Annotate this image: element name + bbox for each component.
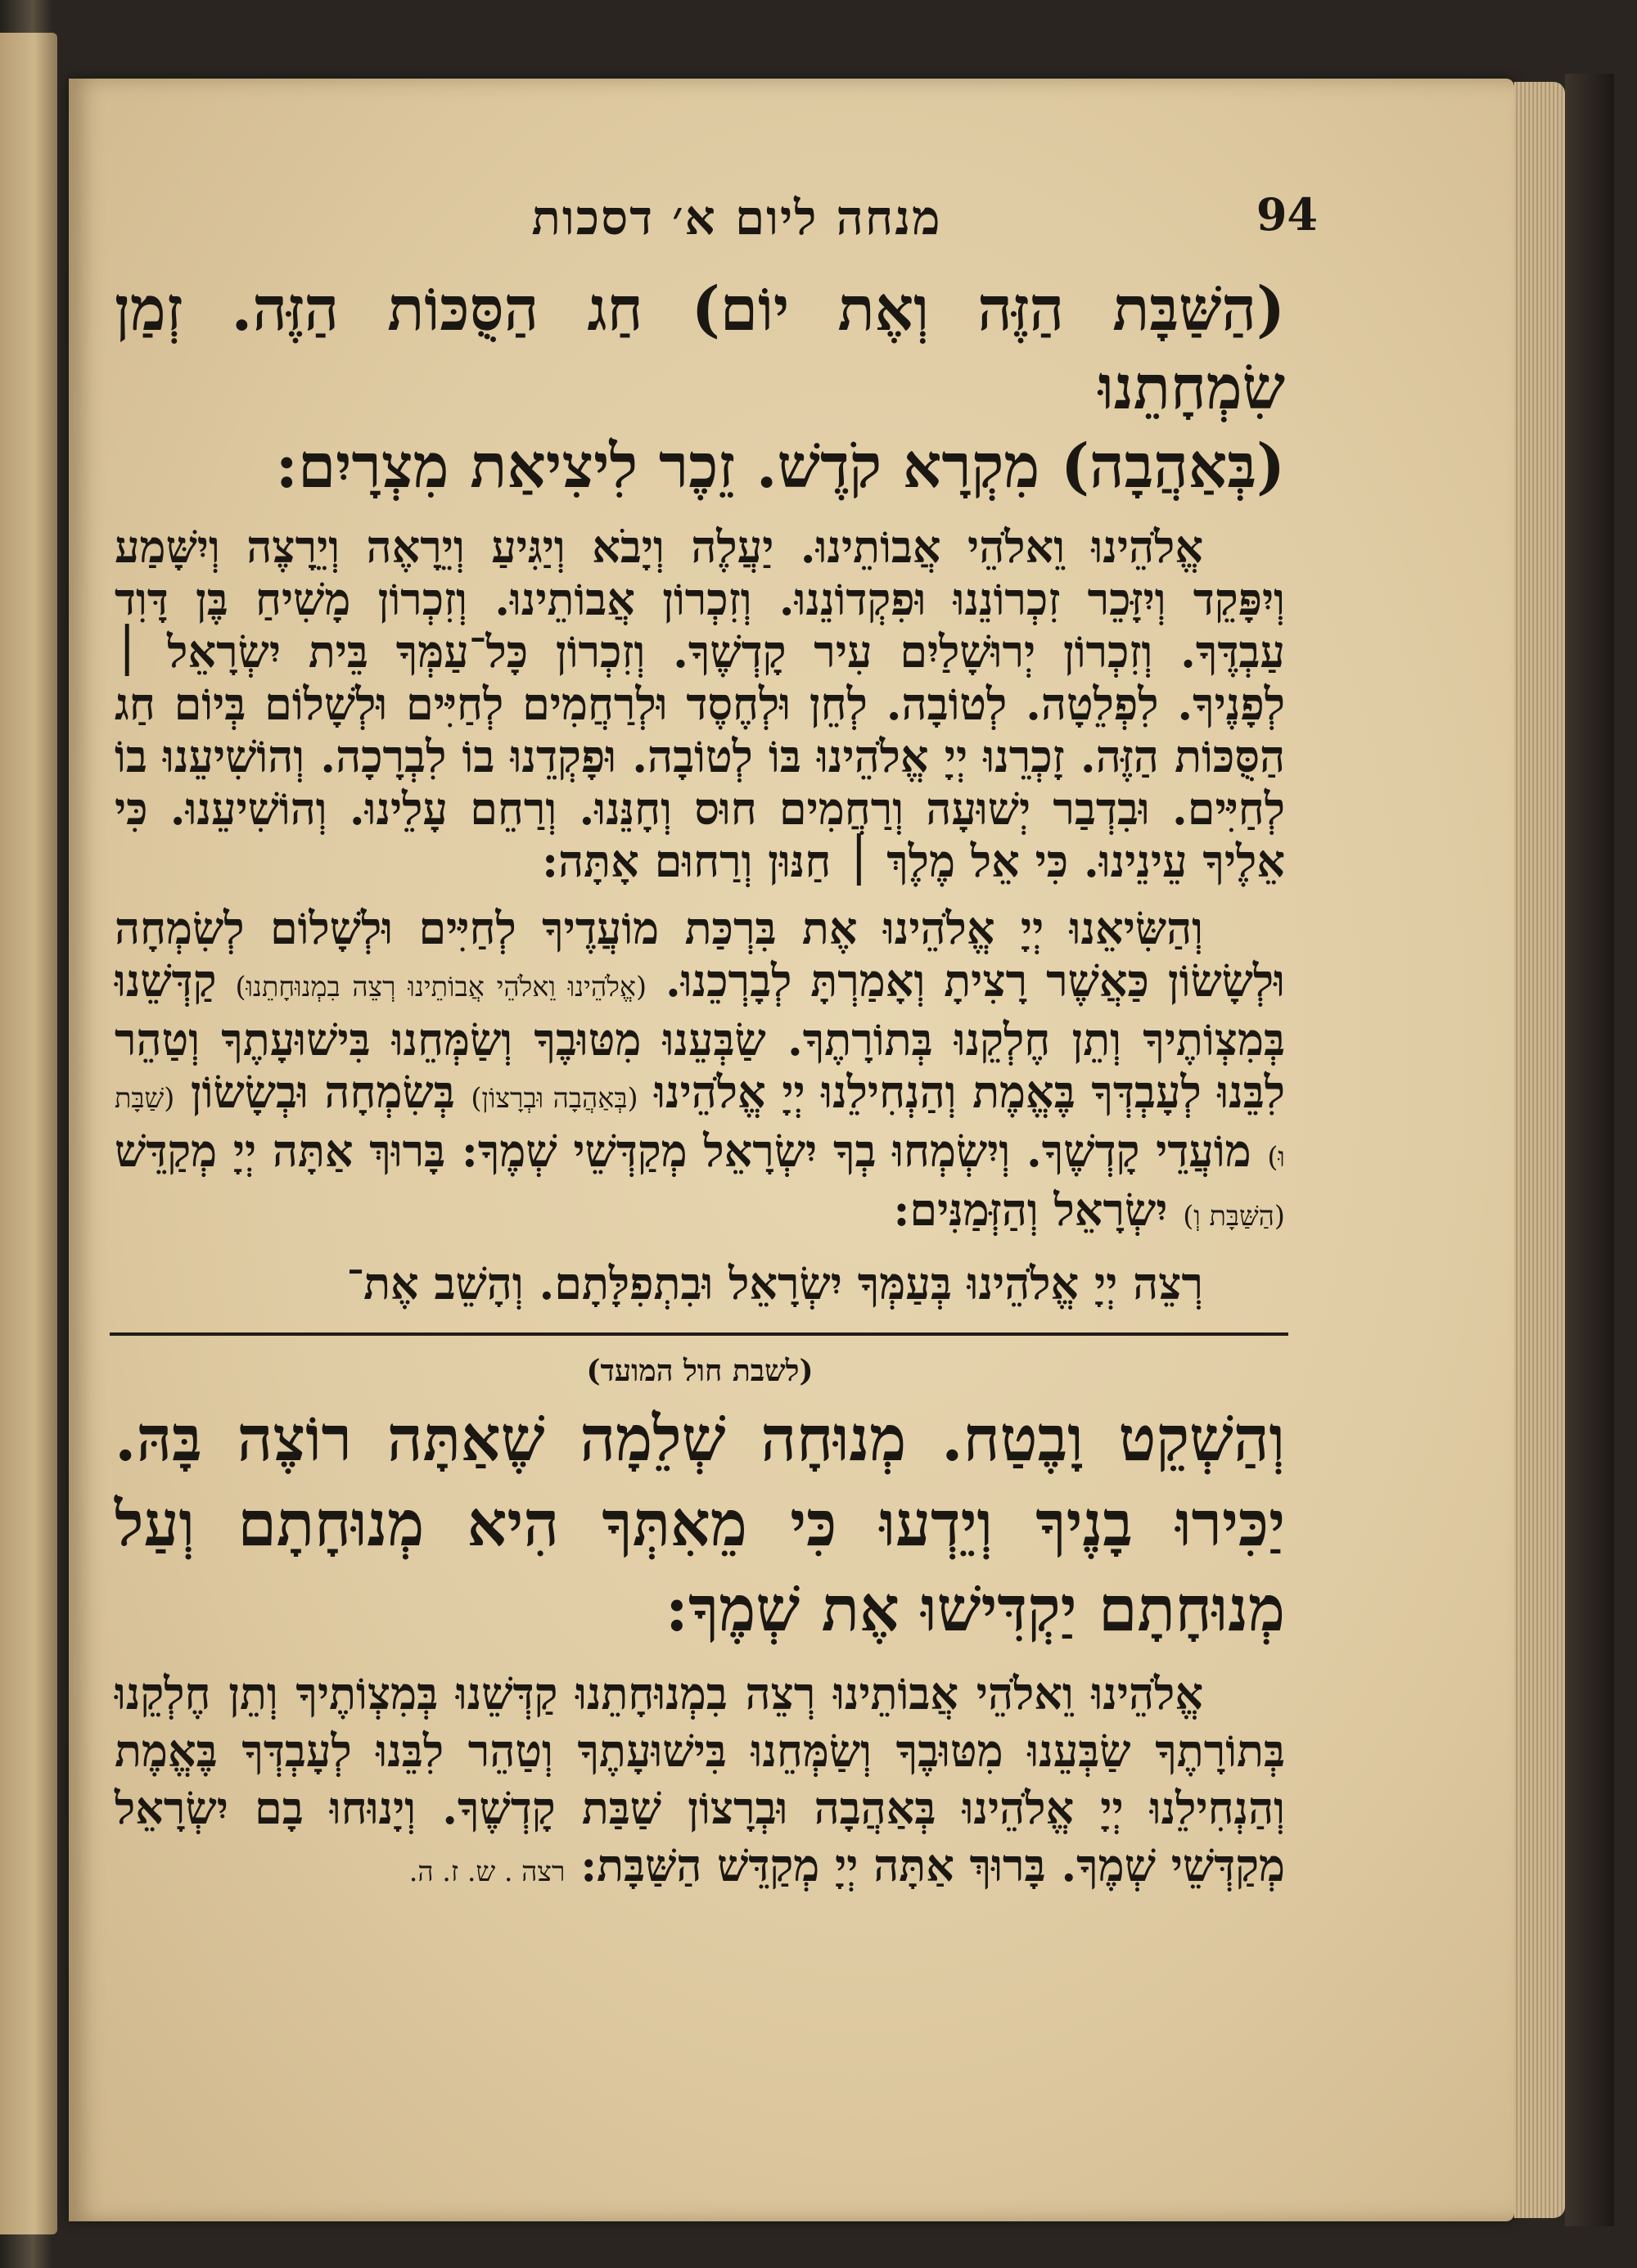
page-number: 94 [1256,188,1318,241]
shabbat-kedusha-text: אֱלֹהֵינוּ וֵאלֹהֵי אֲבוֹתֵינוּ רְצֵה בִמְנוּחָתֵנוּ קַדְּשֵׁנוּ בְּמִצְוֹתֶיךָ וְתֵן חֶלְקֵנוּ בְּתוֹרָתֶךָ שַׂבְּעֵנוּ מִטּוּבֶךָ וְשַׂמְּחֵנוּ בִּישׁוּעָתֶךָ וְטַהֵר לִבֵּנוּ לְעָבְדְּךָ בֶּאֱמֶת וְהַנְחִילֵנוּ יְיָ אֱלֹהֵינוּ בְּאַהֲבָה וּבְרָצוֹן שַׁבַּת קָדְשֶׁךָ. וְיָנוּחוּ בָם יִשְׂרָאֵל מְקַדְּשֵׁי שְׁמֶךָ. בָּרוּךְ אַתָּה יְיָ מְקַדֵּשׁ הַשַּׁבָּת: [115,1667,1285,1892]
festival-insertion [115,270,1285,506]
shabbat-insert-note-4: (הַשַּׁבָּת וְ) [1183,1200,1285,1232]
vehasienu-text-a: וְהַשִּׂיאֵנוּ יְיָ אֱלֹהֵינוּ אֶת בִּרְכַּת מוֹעֲדֶיךָ לְחַיִּים וּלְשָׁלוֹם לְשִׂמְחָה וּלְשָׂשׂוֹן כַּאֲשֶׁר רָצִיתָ וְאָמַרְתָּ לְבָרְכֵנוּ. [115,902,1285,1007]
retzeh-paragraph: רְצֵה יְיָ אֱלֹהֵינוּ בְּעַמְּךָ יִשְׂרָאֵל וּבִתְפִלָּתָם. וְהָשֵׁב אֶת־ [346,1257,1203,1310]
page-stack-edge [1514,82,1565,2218]
yaaleh-veyavo-paragraph: אֱלֹהֵינוּ וֵאלֹהֵי אֲבוֹתֵינוּ. יַעֲלֶה וְיָבֹא וְיַגִּיעַ וְיֵרָאֶה וְיֵרָצֶה וְיִשָּׁמַע וְיִפָּקֵד וְיִזָּכֵר זִכְרוֹנֵנוּ וּפִקְדוֹנֵנוּ. וְזִכְרוֹן אֲבוֹתֵינוּ. וְזִכְרוֹן מָשִׁיחַ בֶּן דָּוִד עַבְדֶּךָ. וְזִכְרוֹן יְרוּשָׁלַיִם עִיר קָדְשֶׁךָ. וְזִכְרוֹן כָּל־עַמְּךָ בֵּית יִשְׂרָאֵל ׀ לְפָנֶיךָ. לִפְלֵטָה. לְטוֹבָה. לְחֵן וּלְחֶסֶד וּלְרַחֲמִים לְחַיִּים וּלְשָׁלוֹם בְּיוֹם חַג הַסֻּכּוֹת הַזֶּה. זָכְרֵנוּ יְיָ אֱלֹהֵינוּ בּוֹ לְטוֹבָה. וּפָקְדֵנוּ בוֹ לִבְרָכָה. וְהוֹשִׁיעֵנוּ בוֹ לְחַיִּים. וּבִדְבַר יְשׁוּעָה וְרַחֲמִים חוּס וְחָנֵּנוּ. וְרַחֵם עָלֵינוּ. וְהוֹשִׁיעֵנוּ. כִּי אֵלֶיךָ עֵינֵינוּ. כִּי אֵל מֶלֶךְ ׀ חַנּוּן וְרַחוּם אָתָּה: [115,521,1285,887]
shabbat-insert-note-2: (בְּאַהֲבָה וּבְרָצוֹן) [471,1082,638,1114]
vehasienu-text-e: יִשְׂרָאֵל וְהַזְּמַנִּים: [893,1184,1184,1236]
vehasienu-text-c: בְּשִׂמְחָה וּבְשָׂשׂוֹן [174,1066,471,1118]
closing-note: רצה . ש. ז. ה. [408,1855,566,1887]
vehasienu-paragraph [115,902,1285,1242]
vehasienu-text-b: קַדְּשֵׁנוּ בְּמִצְוֹתֶיךָ וְתֵן חֶלְקֵנוּ בְּתוֹרָתֶךָ. שַׂבְּעֵנוּ מִטּוּבֶךָ וְשַׂמְּחֵנוּ בִּישׁוּעָתֶךָ וְטַהֵר לִבֵּנוּ לְעָבְדְּךָ בֶּאֱמֶת וְהַנְחִילֵנוּ יְיָ אֱלֹהֵינוּ [115,954,1286,1118]
page-header [115,180,1318,270]
festival-line-1: (הַשַּׁבָּת הַזֶּה וְאֶת יוֹם) חַג הַסֻּכּוֹת הַזֶּה. זְמַן שִׂמְחָתֵנוּ [115,274,1285,423]
vehashket-paragraph: וְהַשְׁקֵט וָבֶטַח. מְנוּחָה שְׁלֵמָה שֶׁאַתָּה רוֹצֶה בָּהּ. יַכִּירוּ בָנֶיךָ וְיֵדְעוּ כִּי מֵאִתְּךָ הִיא מְנוּחָתָם וְעַל מְנוּחָתָם יַקְדִּישׁוּ אֶת שְׁמֶךָ: [115,1402,1285,1645]
vehasienu-text-d: מוֹעֲדֵי קָדְשֶׁךָ. וְיִשְׂמְחוּ בְךָ יִשְׂרָאֵל מְקַדְּשֵׁי שְׁמֶךָ: בָּרוּךְ אַתָּה יְיָ מְקַדֵּשׁ [115,1125,1268,1177]
shabbat-insert-note-1: (אֱלֹהֵינוּ וֵאלֹהֵי אֲבוֹתֵינוּ רְצֵה בִמְנוּחָתֵנוּ) [235,971,647,1003]
section-divider [110,1332,1288,1336]
page-content [115,180,1318,1901]
festival-line-2: (בְּאַהֲבָה) מִקְרָא קֹדֶשׁ. זֵכֶר לִיצִיאַת מִצְרָיִם: [275,431,1285,502]
previous-page-edge [0,33,57,2234]
book-cover-edge [1565,74,1614,2226]
shabbat-kedusha-paragraph [115,1665,1285,1901]
section-note: (לשבת חול המועד) [586,1354,814,1388]
running-title: מנחה ליום א׳ דסכות [531,190,942,246]
shabbat-insert-note-3: (שַׁבָּת וּ) [115,1082,1285,1173]
